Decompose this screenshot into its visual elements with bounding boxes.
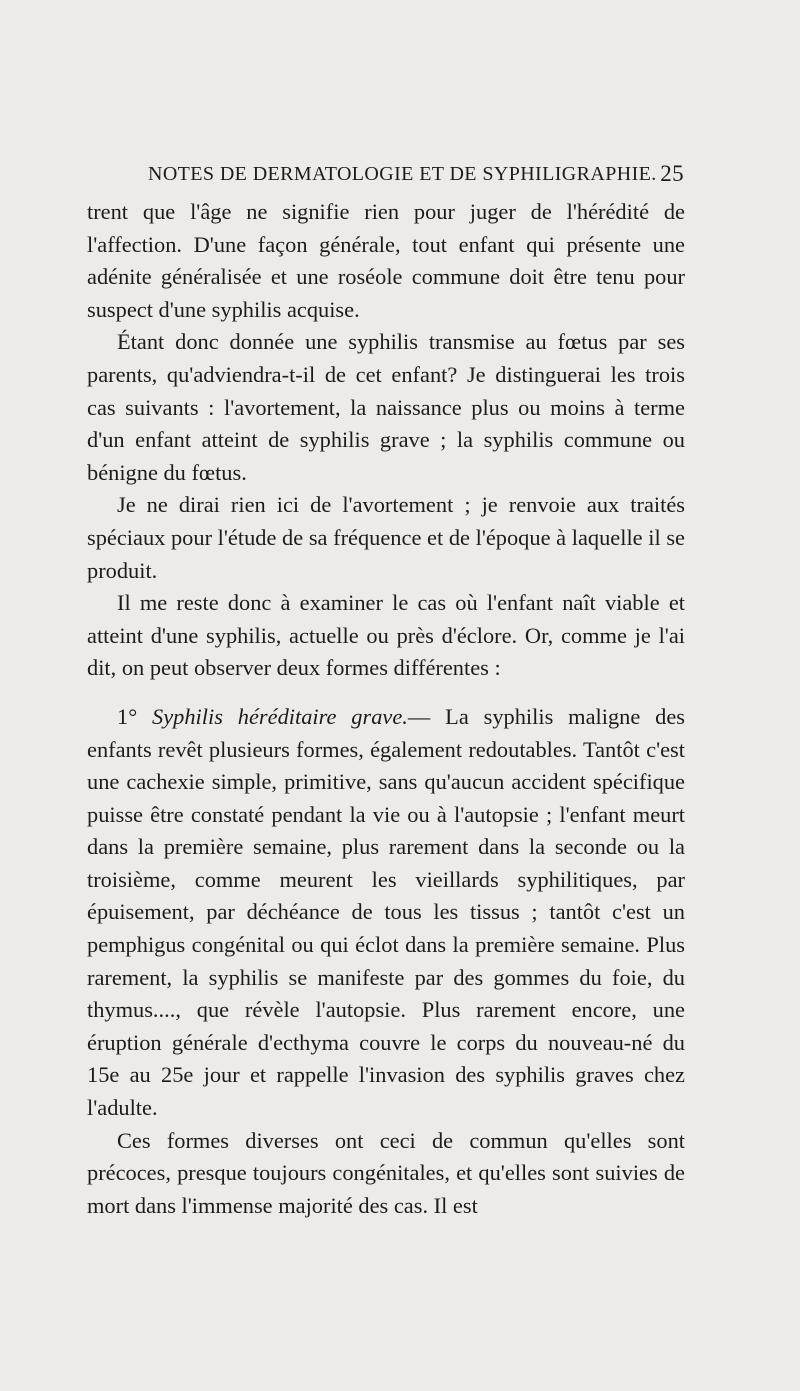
paragraph-3: Je ne dirai rien ici de l'avortement ; je renvoie aux traités spéciaux pour l'étude de sa fréquence et de l'époque à laquelle il se produit.	[87, 492, 685, 583]
body-text	[87, 196, 685, 1222]
paragraph-1: trent que l'âge ne signifie rien pour juger de l'hérédité de l'affection. D'une façon générale, tout enfant qui présente une adénite généralisée et une roséole commune doit être tenu pour suspect d'une syphilis acquise.	[87, 199, 685, 322]
section-text: — La syphilis maligne des enfants revêt plusieurs formes, également redoutables. Tantôt c'est une cachexie simple, primitive, sans qu'aucun accident spécifique puisse être constaté pendant la vie ou à l'autopsie ; l'enfant meurt dans la première semaine, plus rarement dans la seconde ou la troisième, comme meurent les vieillards syphilitiques, par épuisement, par déchéance de tous les tissus ; tantôt c'est un pemphigus congénital ou qui éclot dans la première semaine. Plus rarement, la syphilis se manifeste par des gommes du foie, du thymus...., que révèle l'autopsie. Plus rarement encore, une éruption générale d'ecthyma couvre le corps du nouveau-né du 15e au 25e jour et rappelle l'invasion des syphilis graves chez l'adulte.	[87, 703, 685, 1121]
running-header	[148, 163, 684, 191]
paragraph-4: Il me reste donc à examiner le cas où l'enfant naît viable et atteint d'une syphilis, actuelle ou près d'éclore. Or, comme je l'ai dit, on peut observer deux formes différentes :	[87, 590, 685, 681]
paragraph-2: Étant donc donnée une syphilis transmise au fœtus par ses parents, qu'adviendra-t-il de cet enfant? Je distinguerai les trois cas suivants : l'avortement, la naissance plus ou moins à terme d'un enfant atteint de syphilis grave ; la syphilis commune ou bénigne du fœtus.	[87, 329, 685, 485]
paragraph-5	[87, 701, 685, 1125]
page-number: 25	[660, 161, 684, 186]
paragraph-6: Ces formes diverses ont ceci de commun qu'elles sont précoces, presque toujours congénitales, et qu'elles sont suivies de mort dans l'immense majorité des cas. Il est	[87, 1127, 685, 1218]
section-heading: Syphilis héréditaire grave.	[152, 703, 408, 729]
section-number: 1°	[117, 703, 138, 729]
running-title: NOTES DE DERMATOLOGIE ET DE SYPHILIGRAPHIE.	[148, 163, 657, 185]
